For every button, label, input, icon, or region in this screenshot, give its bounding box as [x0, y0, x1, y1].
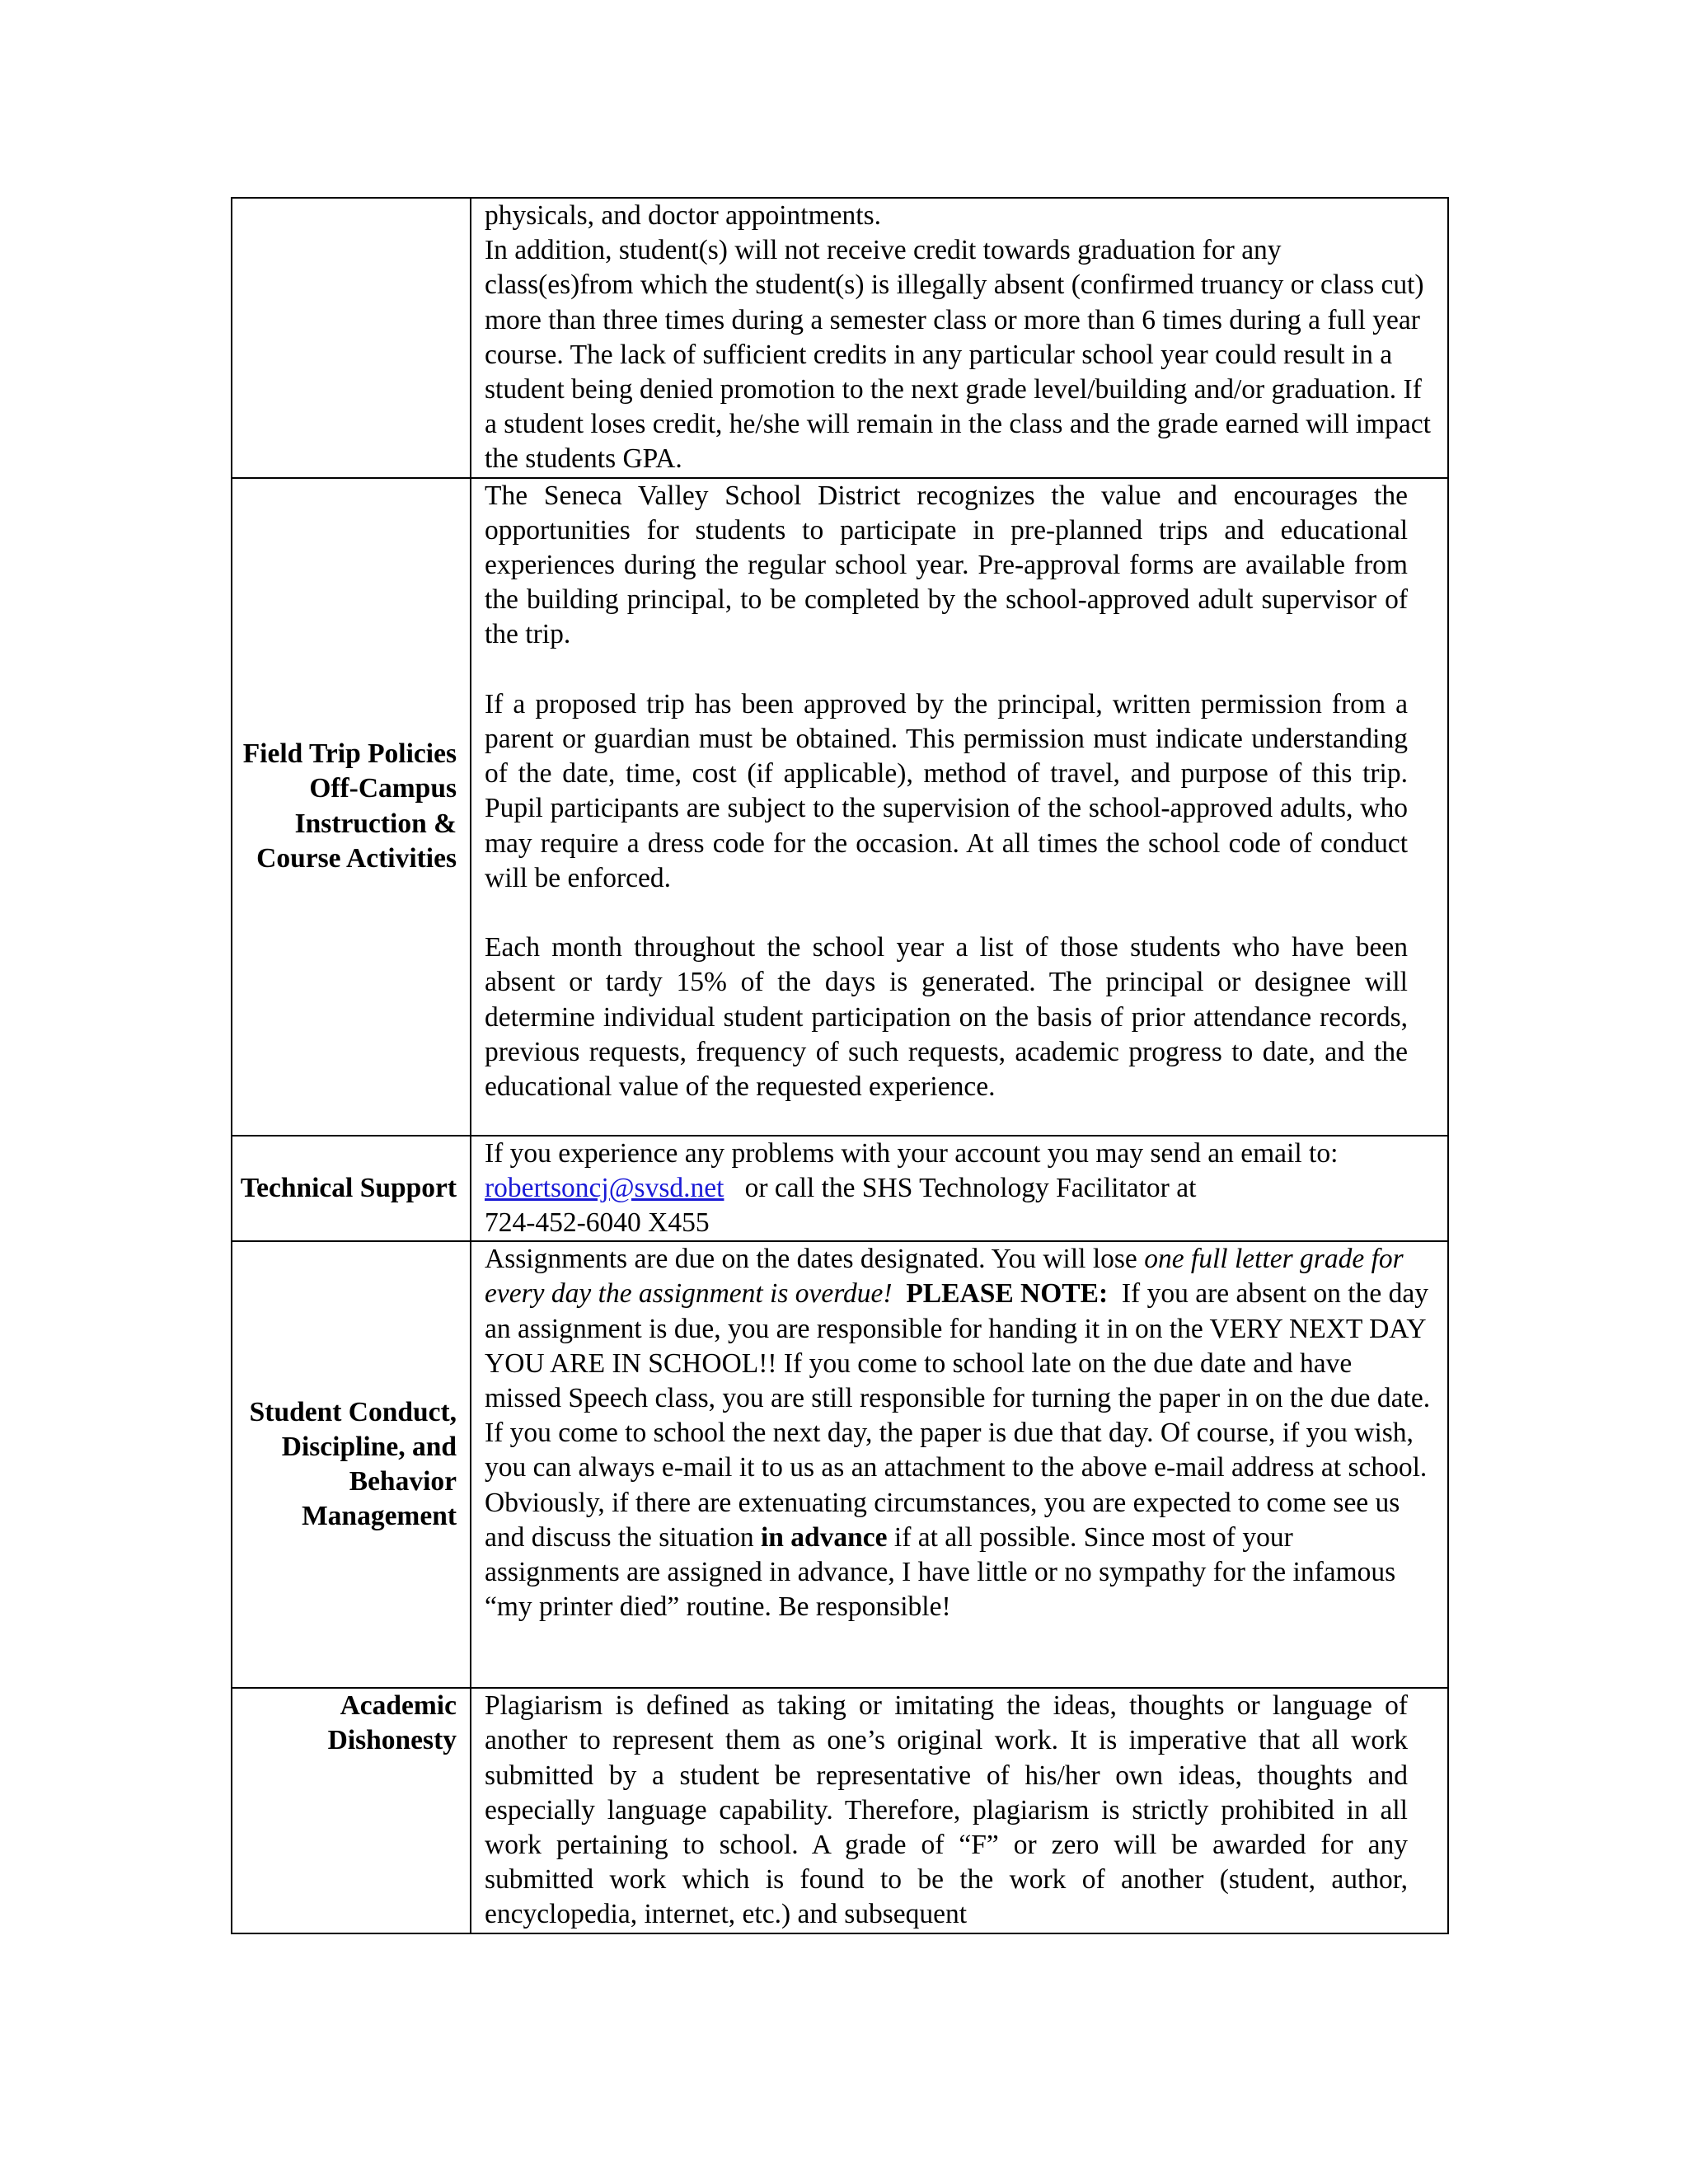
field-trip-paragraph-2: If a proposed trip has been approved by the principal, written permission from a parent or guardian must be obtained. This permission must indicate understanding of the date, time, cost (if applicable), method of travel, and purpose of this trip. Pupil participants are subject to the supervision of the school-approved adults, who may require a dress code for the occasion. At all times the school code of conduct will be enforced.: [485, 688, 1408, 893]
continuation-line-1: physicals, and doctor appointments.: [485, 200, 882, 231]
dishonesty-paragraph: Plagiarism is defined as taking or imitating the ideas, thoughts or language of another to represent them as one’s original work. It is imperative that all work submitted by a student be representative of his/her own ideas, thoughts and especially language capability. Therefore, plagiarism is strictly prohibited in all work pertaining to school. A grade of “F” or zero will be awarded for any submitted work which is found to be the work of another (student, author, encyclopedia, internet, etc.) and subsequent: [485, 1690, 1408, 1930]
conduct-in-advance: in advance: [760, 1521, 888, 1553]
technical-support-phone: 724-452-6040 X455: [485, 1207, 710, 1239]
conduct-text-c: if at all possible. Since most of your assignments are assigned in advance, I have little or no sympathy for the infamous “my printer died” routine. Be responsible!: [485, 1521, 1396, 1623]
continuation-line-2: In addition, student(s) will not receive credit towards graduation for any class(es)from which the student(s) is illegally absent (confirmed truancy or class cut) more than three times during a semester class or more than 6 times during a full year course. The lack of sufficient credits in any particular school year could result in a student being denied promotion to the next grade level/building and/or graduation. If a student loses credit, he/she will remain in the class and the grade earned will impact the students GPA.: [485, 235, 1431, 475]
support-email-link[interactable]: robertsoncj@svsd.net: [485, 1172, 724, 1203]
table-row-conduct: [232, 1241, 1448, 1688]
technical-support-line-2: [485, 1171, 1432, 1206]
table-row-field-trip: [232, 478, 1448, 1136]
conduct-text-b: If you are absent on the day an assignment is due, you are responsible for handing it in on the VERY NEXT DAY YOU ARE IN SCHOOL!! If you come to school late on the due date and have missed Speech class, you are still responsible for turning the paper in on the due date. If you come to school the next day, the paper is due that day. Of course, if you wish, you can always e-mail it to us as an attachment to the above e-mail address at school. Obviously, if there are extenuating circumstances, you are expected to come see us and discuss the situation: [485, 1278, 1431, 1553]
conduct-italic-warning: one full letter grade for every day the assignment is overdue!: [485, 1244, 1404, 1310]
field-trip-cell: [471, 478, 1448, 1136]
technical-support-call-text: or call the SHS Technology Facilitator at: [744, 1172, 1197, 1203]
row-label-empty: [232, 198, 471, 478]
technical-support-cell: [471, 1136, 1448, 1242]
table-row-technical-support: [232, 1136, 1448, 1242]
row-label-field-trip: Field Trip Policies Off-Campus Instruction & Course Activities: [232, 478, 471, 1136]
table-row-continuation: [232, 198, 1448, 478]
technical-support-line-1: If you experience any problems with your account you may send an email to:: [485, 1137, 1339, 1169]
row-label-dishonesty: Academic Dishonesty: [232, 1688, 471, 1933]
conduct-cell: [471, 1241, 1448, 1688]
paragraph-gap: [485, 653, 1408, 687]
dishonesty-cell: [471, 1688, 1448, 1933]
field-trip-paragraph-3: Each month throughout the school year a list of those students who have been absent or tardy 15% of the days is generated. The principal or designee will determine individual student participation on the basis of prior attendance records, previous requests, frequency of such requests, academic progress to date, and the educational value of the requested experience.: [485, 932, 1408, 1103]
conduct-text-a: Assignments are due on the dates designated. You will lose: [485, 1244, 1145, 1275]
conduct-paragraph: [485, 1242, 1432, 1624]
conduct-please-note: PLEASE NOTE:: [906, 1278, 1109, 1310]
continuation-cell: [471, 198, 1448, 478]
table-row-dishonesty: [232, 1688, 1448, 1933]
trailing-blank-line: [485, 1624, 1432, 1659]
technical-support-line-2-text: [731, 1173, 745, 1203]
row-label-technical-support: Technical Support: [232, 1136, 471, 1242]
field-trip-paragraph-1: The Seneca Valley School District recognizes the value and encourages the opportunities for students to participate in pre-planned trips and educational experiences during the regular school year. Pre-approval forms are available from the building principal, to be completed by the school-approved adult supervisor of the trip.: [485, 480, 1408, 650]
row-label-conduct: Student Conduct, Discipline, and Behavior Management: [232, 1241, 471, 1688]
paragraph-gap: [485, 896, 1408, 930]
policy-table: [231, 197, 1449, 1934]
